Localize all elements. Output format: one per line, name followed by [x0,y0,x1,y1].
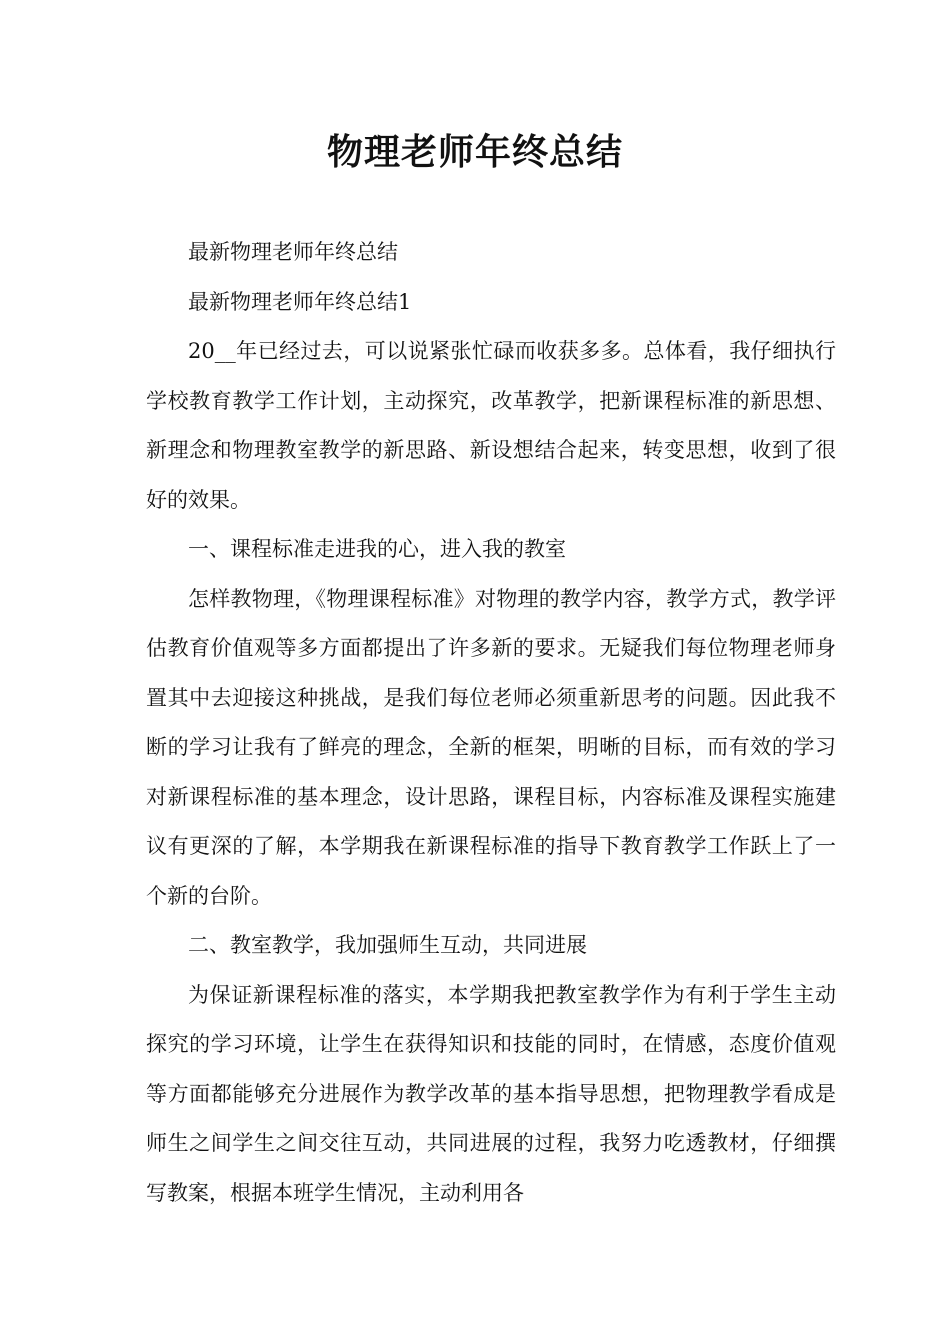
paragraph: 20__年已经过去，可以说紧张忙碌而收获多多。总体看，我仔细执行学校教育教学工作计划，主动探究，改革教学，把新课程标准的新思想、新理念和物理教室教学的新思路、新设想结合起来，转变思想，收到了很好的效果。 [146,339,836,512]
section-heading: 二、教室教学，我加强师生互动，共同进展 [188,933,587,957]
paragraph: 最新物理老师年终总结1 [188,289,412,314]
section-heading: 一、课程标准走进我的心，进入我的教室 [188,537,566,561]
paragraph: 怎样教物理，《物理课程标准》对物理的教学内容，教学方式，教学评估教育价值观等多方面都提出了许多新的要求。无疑我们每位物理老师身置其中去迎接这种挑战，是我们每位老师必须重新思考的问题。因此我不断的学习让我有了鲜亮的理念，全新的框架，明晰的目标，而有效的学习对新课程标准的基本理念，设计思路，课程目标，内容标准及课程实施建议有更深的了解，本学期我在新课程标准的指导下教育教学工作跃上了一个新的台阶。 [146,586,836,908]
document-title: 物理老师年终总结 [326,131,623,173]
document-body [146,228,836,1218]
paragraph: 最新物理老师年终总结 [188,240,398,264]
paragraph: 为保证新课程标准的落实，本学期我把教室教学作为有利于学生主动探究的学习环境，让学生在获得知识和技能的同时，在情感，态度价值观等方面都能够充分进展作为教学改革的基本指导思想，把物理教学看成是师生之间学生之间交往互动，共同进展的过程，我努力吃透教材，仔细撰写教案，根据本班学生情况，主动利用各 [146,982,836,1205]
